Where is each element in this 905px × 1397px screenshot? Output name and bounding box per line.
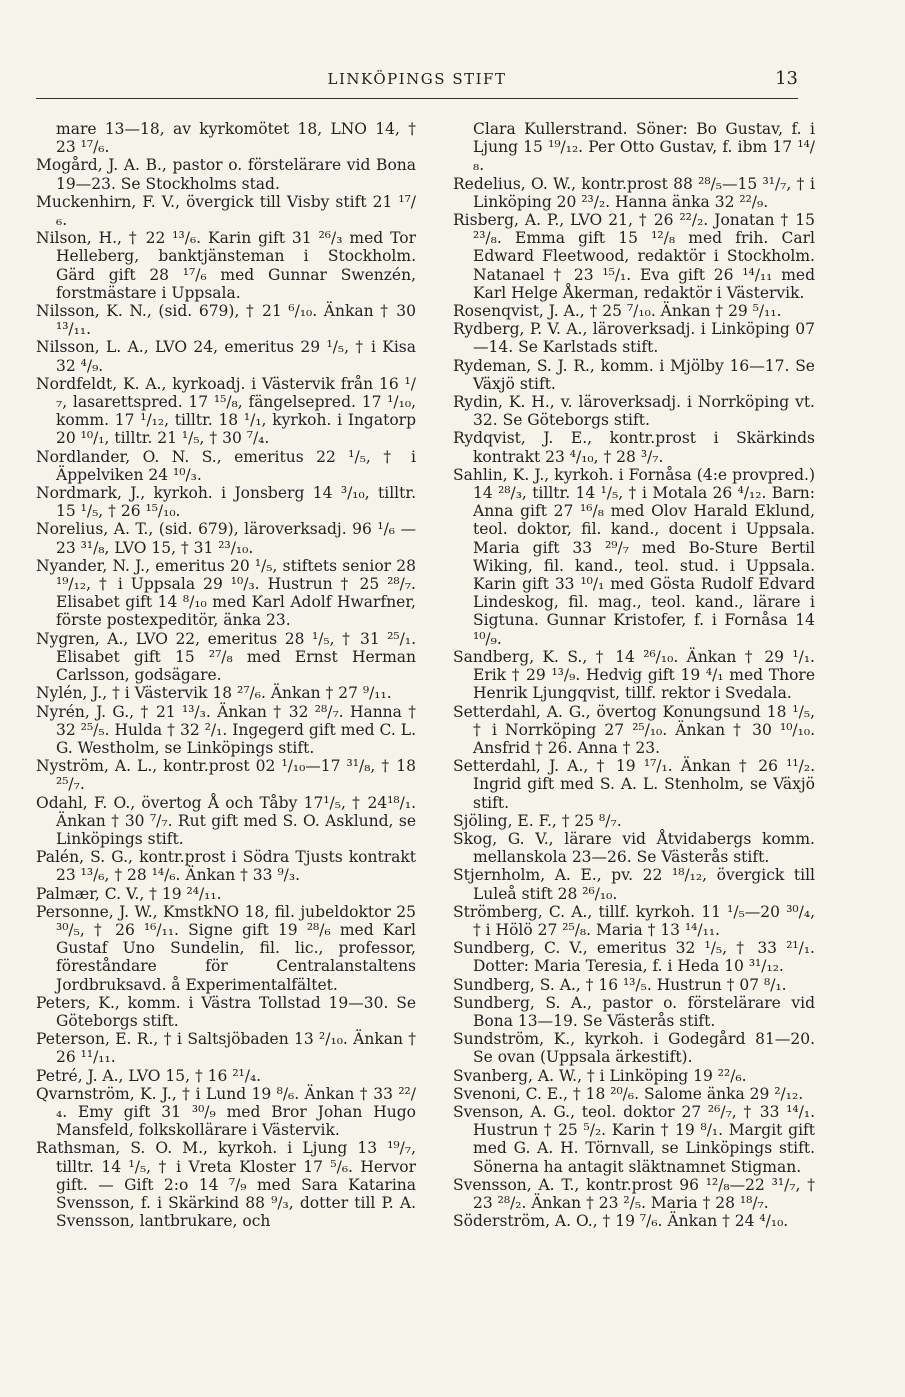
register-entry: Nyander, N. J., emeritus 20 ¹/₅, stiftets senior 28 ¹⁹/₁₂, † i Uppsala 29 ¹⁰/₃. Hustrun † 25 ²⁸/₇. Elisabet gift 14 ⁸/₁₀ med Karl Adolf Hwarfner, förste postexpeditör, änka 23. <box>36 556 416 630</box>
running-title: LINKÖPINGS STIFT <box>327 70 507 88</box>
register-entry: Rydqvist, J. E., kontr.prost i Skärkinds kontrakt 23 ⁴/₁₀, † 28 ³/₇. <box>453 429 815 466</box>
register-entry: Muckenhirn, F. V., övergick till Visby stift 21 ¹⁷/₆. <box>36 192 416 230</box>
register-entry: Nordmark, J., kyrkoh. i Jonsberg 14 ³/₁₀, tilltr. 15 ¹/₅, † 26 ¹⁵/₁₀. <box>36 484 416 521</box>
register-entry: Norelius, A. T., (sid. 679), läroverksadj. 96 ¹/₆ —23 ³¹/₈, LVO 15, † 31 ²³/₁₀. <box>36 520 416 557</box>
register-entry: Sundström, K., kyrkoh. i Godegård 81—20. Se ovan (Uppsala ärkestift). <box>453 1030 815 1067</box>
register-entry: Skog, G. V., lärare vid Åtvidabergs komm. mellanskola 23—26. Se Västerås stift. <box>453 829 815 867</box>
register-entry: Nygren, A., LVO 22, emeritus 28 ¹/₅, † 31 ²⁵/₁. Elisabet gift 15 ²⁷/₈ med Ernst Herman Carlsson, godsägare. <box>36 629 416 685</box>
right-column <box>453 120 815 1230</box>
register-entry: Rydin, K. H., v. läroverksadj. i Norrköping vt. 32. Se Göteborgs stift. <box>453 393 815 430</box>
register-entry: Svensson, A. T., kontr.prost 96 ¹²/₈—22 ³¹/₇, † 23 ²⁸/₂. Änkan † 23 ²/₅. Maria † 28 ¹⁸/₇. <box>453 1175 815 1212</box>
register-entry: Nilson, H., † 22 ¹³/₆. Karin gift 31 ²⁶/₃ med Tor Helleberg, banktjänsteman i Stockholm. Gärd gift 28 ¹⁷/₆ med Gunnar Swenzén, forstmästare i Uppsala. <box>36 229 416 302</box>
register-entry: Svanberg, A. W., † i Linköping 19 ²²/₆. <box>453 1066 747 1085</box>
register-entry: Risberg, A. P., LVO 21, † 26 ²²/₂. Jonatan † 15 ²³/₈. Emma gift 15 ¹²/₈ med frih. Carl Edward Fleetwood, redaktör i Stockholm. Natanael † 23 ¹⁵/₁. Eva gift 26 ¹⁴/₁₁ med Karl Helge Åkerman, redaktör i Västervik. <box>453 211 815 302</box>
page-header <box>36 66 798 94</box>
register-entry: Sundberg, C. V., emeritus 32 ¹/₅, † 33 ²¹/₁. Dotter: Maria Teresia, f. i Heda 10 ³¹/₁₂. <box>453 939 815 976</box>
register-entry: Mogård, J. A. B., pastor o. förstelärare vid Bona 19—23. Se Stockholms stad. <box>36 156 416 193</box>
register-entry: Sundberg, S. A., † 16 ¹³/₅. Hustrun † 07 ⁸/₁. <box>453 975 787 994</box>
register-entry: Nylén, J., † i Västervik 18 ²⁷/₆. Änkan † 27 ⁹/₁₁. <box>36 684 392 703</box>
register-entry: Svenson, A. G., teol. doktor 27 ²⁶/₇, † 33 ¹⁴/₁. Hustrun † 25 ⁵/₂. Karin † 19 ⁸/₁. Margit gift med G. A. H. Törnvall, se Linköpings stift. Sönerna ha antagit släktnamnet Stigman. <box>453 1102 815 1176</box>
register-entry: Peters, K., komm. i Västra Tollstad 19—30. Se Göteborgs stift. <box>36 993 416 1030</box>
register-entry: Sandberg, K. S., † 14 ²⁶/₁₀. Änkan † 29 ¹/₁. Erik † 29 ¹³/₉. Hedvig gift 19 ⁴/₁ med Thore Henrik Ljungqvist, tillf. rektor i Svedala. <box>453 647 815 703</box>
register-entry: Rydeman, S. J. R., komm. i Mjölby 16—17. Se Växjö stift. <box>453 356 815 393</box>
register-entry: Petré, J. A., LVO 15, † 16 ²¹/₄. <box>36 1066 262 1085</box>
register-entry: Söderström, A. O., † 19 ⁷/₆. Änkan † 24 ⁴/₁₀. <box>453 1212 789 1231</box>
register-entry: Sjöling, E. F., † 25 ⁸/₇. <box>453 811 622 830</box>
register-entry: Redelius, O. W., kontr.prost 88 ²⁸/₅—15 ³¹/₇, † i Linköping 20 ²³/₂. Hanna änka 32 ²²/₉. <box>453 174 815 211</box>
register-entry: Clara Kullerstrand. Söner: Bo Gustav, f. i Ljung 15 ¹⁹/₁₂. Per Otto Gustav, f. ibm 17 ¹⁴/₈. <box>473 120 815 175</box>
page-number: 13 <box>775 68 798 89</box>
register-entry: Stjernholm, A. E., pv. 22 ¹⁸/₁₂, övergick till Luleå stift 28 ²⁶/₁₀. <box>453 866 815 903</box>
register-entry: Nilsson, L. A., LVO 24, emeritus 29 ¹/₅, † i Kisa 32 ⁴/₉. <box>36 338 416 375</box>
register-entry: Rydberg, P. V. A., läroverksadj. i Linköping 07—14. Se Karlstads stift. <box>453 320 815 357</box>
register-entry: Nordfeldt, K. A., kyrkoadj. i Västervik från 16 ¹/₇, lasarettspred. 17 ¹⁵/₈, fängelsepred. 17 ¹/₁₀, komm. 17 ¹/₁₂, tilltr. 18 ¹/₁, kyrkoh. i Ingatorp 20 ¹⁰/₁, tilltr. 21 ¹/₅, † 30 ⁷/₄. <box>36 374 416 448</box>
register-entry: Nordlander, O. N. S., emeritus 22 ¹/₅, † i Äppelviken 24 ¹⁰/₃. <box>36 447 416 484</box>
register-entry: Palmær, C. V., † 19 ²⁴/₁₁. <box>36 884 222 903</box>
register-entry: Nilsson, K. N., (sid. 679), † 21 ⁶/₁₀. Änkan † 30 ¹³/₁₁. <box>36 302 416 339</box>
register-entry: Qvarnström, K. J., † i Lund 19 ⁸/₆. Änkan † 33 ²²/₄. Emy gift 31 ³⁰/₉ med Bror Johan Hugo Mansfeld, folkskollärare i Västervik. <box>36 1084 416 1140</box>
register-entry: Rosenqvist, J. A., † 25 ⁷/₁₀. Änkan † 29 ⁵/₁₁. <box>453 302 782 321</box>
register-entry: Sundberg, S. A., pastor o. förstelärare vid Bona 13—19. Se Västerås stift. <box>453 993 815 1030</box>
header-rule <box>36 98 798 99</box>
register-entry: Setterdahl, J. A., † 19 ¹⁷/₁. Änkan † 26 ¹¹/₂. Ingrid gift med S. A. L. Stenholm, se Växjö stift. <box>453 757 815 812</box>
register-entry: Rathsman, S. O. M., kyrkoh. i Ljung 13 ¹⁹/₇, tilltr. 14 ¹/₅, † i Vreta Kloster 17 ⁵/₆. Hervor gift. — Gift 2:o 14 ⁷/₉ med Sara Katarina Svensson, f. i Skärkind 88 ⁹/₃, dotter till P. A. Svensson, lantbrukare, och <box>36 1139 416 1231</box>
register-entry: Nyström, A. L., kontr.prost 02 ¹/₁₀—17 ³¹/₈, † 18 ²⁵/₇. <box>36 757 416 794</box>
register-entry: Palén, S. G., kontr.prost i Södra Tjusts kontrakt 23 ¹³/₆, † 28 ¹⁴/₆. Änkan † 33 ⁹/₃. <box>36 848 416 885</box>
register-entry: Personne, J. W., KmstkNO 18, fil. jubeldoktor 25 ³⁰/₅, † 26 ¹⁶/₁₁. Signe gift 19 ²⁸/₆ med Karl Gustaf Uno Sundelin, fil. lic., professor, föreståndare för Centralanstaltens Jordbruksavd. å Experimentalfältet. <box>36 902 416 994</box>
register-entry: Odahl, F. O., övertog Å och Tåby 17¹/₅, † 24¹⁸/₁. Änkan † 30 ⁷/₇. Rut gift med S. O. Asklund, se Linköpings stift. <box>36 793 416 848</box>
register-entry: Nyrén, J. G., † 21 ¹³/₃. Änkan † 32 ²⁸/₇. Hanna † 32 ²⁵/₅. Hulda † 32 ²/₁. Ingegerd gift med C. L. G. Westholm, se Linköpings stift. <box>36 702 416 757</box>
left-column <box>36 120 416 1230</box>
register-entry: Svenoni, C. E., † 18 ²⁰/₆. Salome änka 29 ²/₁₂. <box>453 1084 804 1103</box>
register-entry: Sahlin, K. J., kyrkoh. i Fornåsa (4:e provpred.) 14 ²⁸/₃, tilltr. 14 ¹/₅, † i Motala 26 ⁴/₁₂. Barn: Anna gift 27 ¹⁶/₈ med Olov Harald Eklund, teol. doktor, fil. kand., docent i Uppsala. Maria gift 33 ²⁹/₇ med Bo-Sture Bertil Wiking, fil. kand., teol. stud. i Uppsala. Karin gift 33 ¹⁰/₁ med Gösta Rudolf Edvard Lindeskog, fil. mag., teol. kand., lärare i Sigtuna. Gunnar Kristofer, f. i Fornåsa 14 ¹⁰/₉. <box>453 465 815 648</box>
register-entry: Peterson, E. R., † i Saltsjöbaden 13 ²/₁₀. Änkan † 26 ¹¹/₁₁. <box>36 1030 416 1067</box>
register-entry: mare 13—18, av kyrkomötet 18, LNO 14, † 23 ¹⁷/₆. <box>56 120 416 157</box>
register-entry: Setterdahl, A. G., övertog Konungsund 18 ¹/₅, † i Norrköping 27 ²⁵/₁₀. Änkan † 30 ¹⁰/₁₀. Ansfrid † 26. Anna † 23. <box>453 702 815 757</box>
register-entry: Strömberg, C. A., tillf. kyrkoh. 11 ¹/₅—20 ³⁰/₄, † i Hölö 27 ²⁵/₈. Maria † 13 ¹⁴/₁₁. <box>453 902 815 939</box>
